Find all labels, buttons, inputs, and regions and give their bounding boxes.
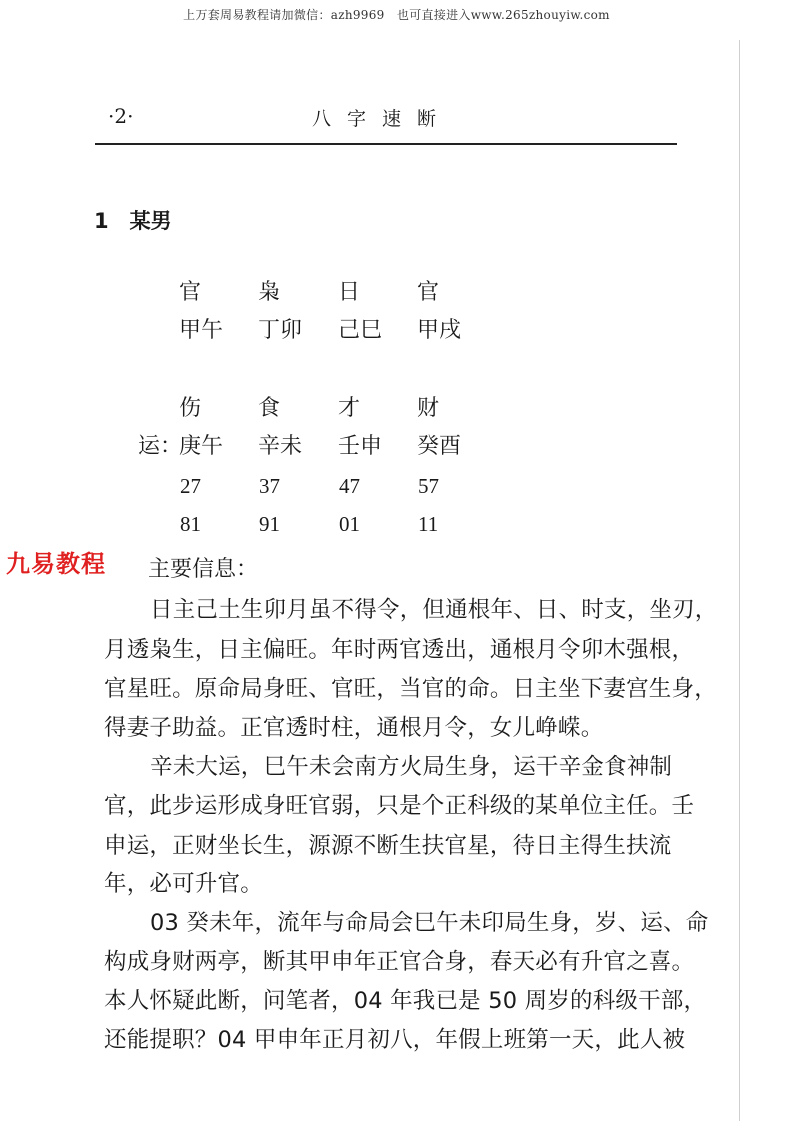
body-heading: 主要信息： (148, 557, 259, 582)
scan-edge-line (739, 40, 740, 1121)
luck-god-4: 财 (417, 396, 440, 421)
luck-age-2: 37 (259, 474, 280, 498)
header-rule (95, 143, 677, 145)
body-line: 还能提职？04 甲申年正月初八，年假上班第一天，此人被 (104, 1027, 686, 1053)
chart-god-year: 官 (179, 280, 202, 305)
top-banner: 上万套周易教程请加微信：azh9969 也可直接进入www.265zhouyiw.com (183, 8, 610, 22)
section-title: 1 某男 (94, 209, 172, 233)
body-line: 官，此步运形成身旺官弱，只是个正科级的某单位主任。壬 (104, 793, 695, 819)
page-number: ·2· (108, 104, 134, 128)
body-line: 月透枭生，日主偏旺。年时两官透出，通根月令卯木强根， (104, 637, 695, 663)
luck-year-4: 11 (418, 512, 439, 536)
chart-pillar-hour: 甲戌 (417, 318, 462, 343)
body-line: 03 癸未年，流年与命局会巳午未印局生身，岁、运、命 (150, 910, 709, 936)
luck-god-3: 才 (338, 396, 361, 421)
luck-year-1: 81 (180, 512, 201, 536)
luck-god-1: 伤 (179, 396, 202, 421)
body-line: 日主己土生卯月虽不得令，但通根年、日、时支，坐刃， (150, 597, 718, 623)
body-line: 构成身财两亭，断其甲申年正官合身，春天必有升官之喜。 (104, 949, 695, 975)
chart-pillar-year: 甲午 (179, 318, 224, 343)
luck-pillar-1: 庚午 (179, 434, 224, 459)
body-line: 申运，正财坐长生，源源不断生扶官星，待日主得生扶流 (104, 833, 672, 859)
body-line: 得妻子助益。正官透时柱，通根月令，女儿峥嵘。 (104, 715, 604, 741)
luck-year-3: 01 (339, 512, 360, 536)
luck-pillar-2: 辛未 (258, 434, 303, 459)
watermark-logo: 九易教程 (6, 550, 106, 578)
body-line: 年，必可升官。 (104, 871, 263, 897)
luck-year-2: 91 (259, 512, 280, 536)
body-line: 本人怀疑此断，问笔者，04 年我已是 50 周岁的科级干部， (104, 988, 707, 1014)
running-title: 八字速断 (312, 108, 453, 130)
chart-god-month: 枭 (258, 280, 281, 305)
luck-age-1: 27 (180, 474, 201, 498)
body-line: 官星旺。原命局身旺、官旺，当官的命。日主坐下妻宫生身， (104, 676, 717, 702)
chart-pillar-day: 己巳 (338, 318, 383, 343)
chart-pillar-month: 丁卯 (258, 318, 303, 343)
luck-pillar-4: 癸酉 (417, 434, 462, 459)
luck-god-2: 食 (258, 396, 281, 421)
luck-pillar-3: 壬申 (338, 434, 383, 459)
chart-god-hour: 官 (417, 280, 440, 305)
luck-label: 运： (138, 434, 183, 459)
luck-age-3: 47 (339, 474, 360, 498)
body-line: 辛未大运，巳午未会南方火局生身，运干辛金食神制 (150, 754, 673, 780)
chart-god-day: 日 (338, 280, 361, 305)
luck-age-4: 57 (418, 474, 439, 498)
